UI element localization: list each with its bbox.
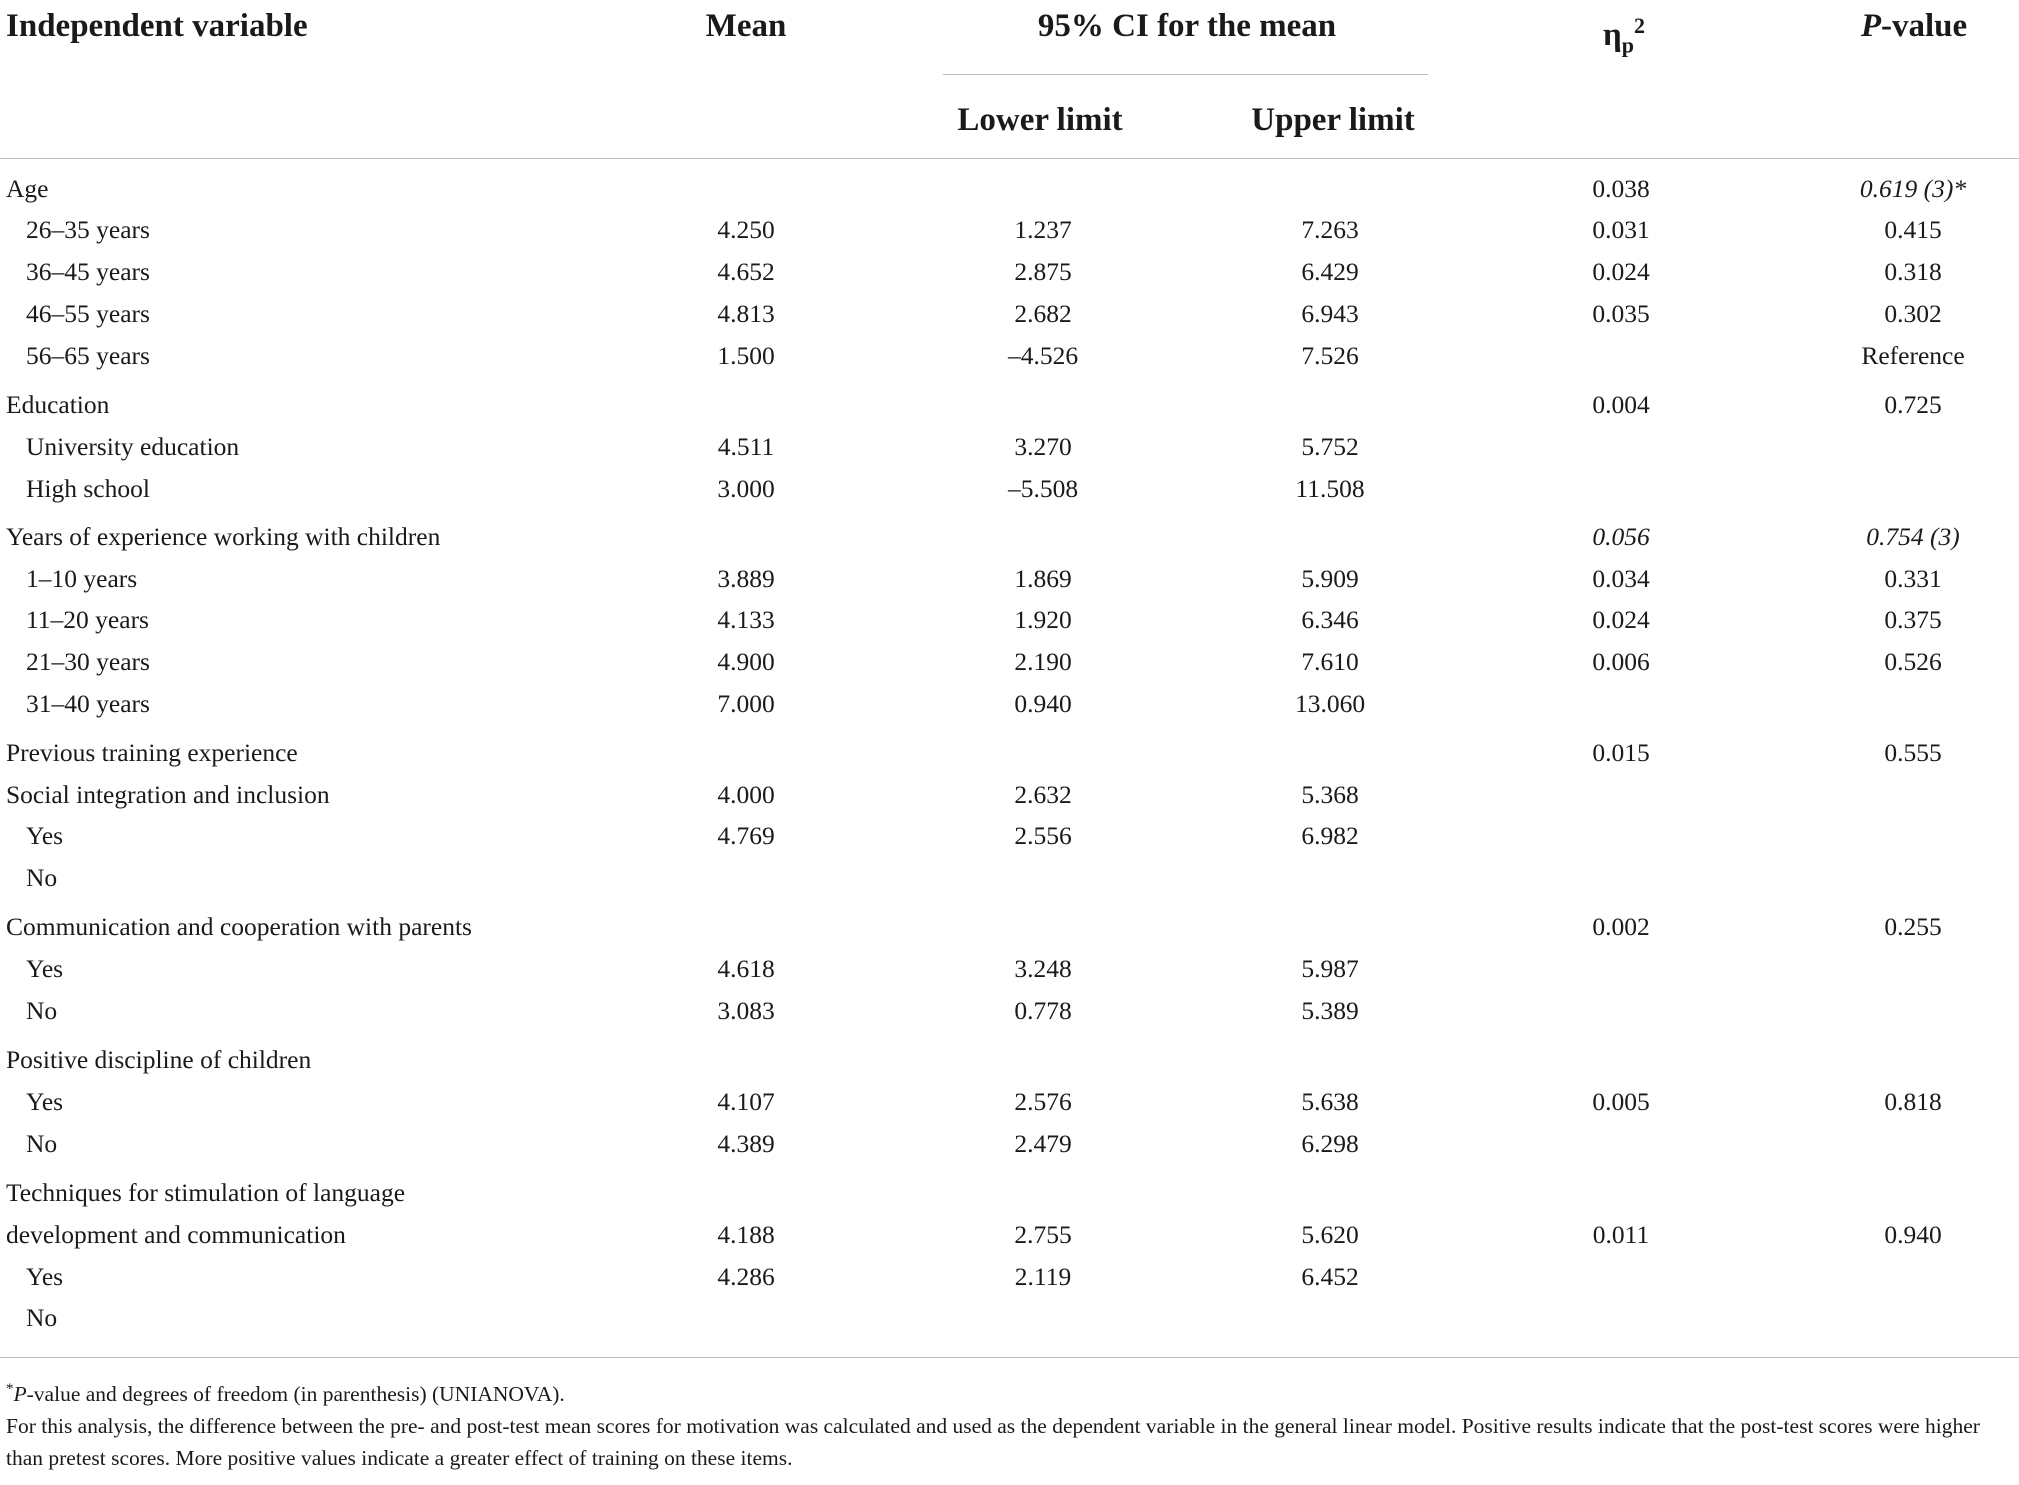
row-label: Yes	[26, 954, 64, 983]
row-label: Age	[6, 174, 49, 203]
cell-eta-squared: 0.011	[1592, 1220, 1650, 1249]
row-label: No	[26, 863, 58, 892]
cell-eta-squared: 0.034	[1592, 564, 1650, 593]
cell-p-value: Reference	[1861, 341, 1965, 370]
cell-upper-limit: 5.389	[1301, 996, 1359, 1025]
row-label: Yes	[26, 1262, 64, 1291]
cell-upper-limit: 5.909	[1301, 564, 1359, 593]
cell-p-value: 0.754 (3)	[1866, 522, 1960, 551]
cell-p-value: 0.619 (3)*	[1859, 174, 1967, 203]
cell-eta-squared: 0.035	[1592, 299, 1650, 328]
cell-mean: 3.889	[717, 564, 775, 593]
cell-mean: 3.083	[717, 996, 775, 1025]
cell-p-value: 0.255	[1884, 912, 1942, 941]
cell-mean: 4.133	[717, 605, 775, 634]
row-label: Techniques for stimulation of language	[6, 1178, 406, 1207]
cell-eta-squared: 0.024	[1592, 257, 1650, 286]
row-label: University education	[26, 432, 240, 461]
row-label: No	[26, 996, 58, 1025]
ci-header-rule	[943, 74, 1428, 75]
row-label: Yes	[26, 1087, 64, 1116]
cell-lower-limit: 0.778	[1014, 996, 1072, 1025]
row-label: 21–30 years	[26, 647, 150, 676]
header-eta-symbol: η	[1603, 17, 1622, 53]
cell-p-value: 0.415	[1884, 215, 1942, 244]
cell-p-value: 0.331	[1884, 564, 1942, 593]
cell-mean: 3.000	[717, 474, 775, 503]
cell-eta-squared: 0.015	[1592, 738, 1650, 767]
cell-p-value: 0.725	[1884, 390, 1942, 419]
row-label: 26–35 years	[26, 215, 150, 244]
table-footnotes	[6, 1373, 2011, 1474]
cell-upper-limit: 7.610	[1301, 647, 1359, 676]
cell-lower-limit: 2.682	[1014, 299, 1072, 328]
cell-mean: 4.900	[717, 647, 775, 676]
cell-mean: 4.389	[717, 1129, 775, 1158]
cell-lower-limit: –4.526	[1007, 341, 1079, 370]
cell-upper-limit: 5.638	[1301, 1087, 1359, 1116]
cell-mean: 4.000	[717, 780, 775, 809]
header-mean: Mean	[705, 8, 787, 44]
cell-eta-squared: 0.031	[1592, 215, 1650, 244]
cell-mean: 4.286	[717, 1262, 775, 1291]
cell-eta-squared: 0.005	[1592, 1087, 1650, 1116]
cell-eta-squared: 0.006	[1592, 647, 1650, 676]
row-label: Years of experience working with children	[6, 522, 441, 551]
cell-p-value: 0.818	[1884, 1087, 1942, 1116]
footnote-1-text: -value and degrees of freedom (in parenthesis) (UNIANOVA).	[26, 1382, 565, 1407]
cell-mean: 4.813	[717, 299, 775, 328]
cell-lower-limit: 2.576	[1014, 1087, 1072, 1116]
cell-lower-limit: 0.940	[1014, 689, 1072, 718]
cell-p-value: 0.940	[1884, 1220, 1942, 1249]
header-eta-superscript: 2	[1634, 13, 1645, 38]
cell-upper-limit: 13.060	[1294, 689, 1366, 718]
cell-eta-squared: 0.056	[1592, 522, 1650, 551]
row-label: Yes	[26, 821, 64, 850]
cell-upper-limit: 6.346	[1301, 605, 1359, 634]
header-lower-limit: Lower limit	[957, 102, 1123, 138]
cell-upper-limit: 7.526	[1301, 341, 1359, 370]
cell-mean: 4.250	[717, 215, 775, 244]
cell-upper-limit: 7.263	[1301, 215, 1359, 244]
cell-eta-squared: 0.038	[1592, 174, 1650, 203]
row-label: 1–10 years	[26, 564, 138, 593]
header-eta-subscript: p	[1621, 32, 1634, 58]
header-p-value	[1861, 6, 1967, 46]
cell-upper-limit: 5.368	[1301, 780, 1359, 809]
cell-upper-limit: 6.429	[1301, 257, 1359, 286]
cell-upper-limit: 5.752	[1301, 432, 1359, 461]
cell-p-value: 0.555	[1884, 738, 1942, 767]
cell-lower-limit: 2.190	[1014, 647, 1072, 676]
cell-mean: 4.618	[717, 954, 775, 983]
header-p-suffix: -value	[1881, 8, 1968, 44]
header-eta	[1603, 6, 1645, 66]
cell-mean: 4.652	[717, 257, 775, 286]
cell-p-value: 0.302	[1884, 299, 1942, 328]
row-label: 31–40 years	[26, 689, 150, 718]
footnote-1	[6, 1373, 2011, 1410]
cell-lower-limit: 2.755	[1014, 1220, 1072, 1249]
cell-p-value: 0.375	[1884, 605, 1942, 634]
row-label: Positive discipline of children	[6, 1045, 312, 1074]
cell-lower-limit: 2.632	[1014, 780, 1072, 809]
cell-lower-limit: –5.508	[1007, 474, 1079, 503]
row-label: High school	[26, 474, 150, 503]
row-label: Previous training experience	[6, 738, 298, 767]
footnote-2: For this analysis, the difference between the pre- and post-test mean scores for motivation was calculated and used as the dependent variable in the general linear model. Positive results indicate that the post-test scores were higher than pretest scores. More positive values indicate a greater effect of training on these items.	[6, 1414, 1980, 1471]
row-label: 36–45 years	[26, 257, 150, 286]
row-label: 11–20 years	[26, 605, 149, 634]
cell-eta-squared: 0.024	[1592, 605, 1650, 634]
footnote-p-letter: P	[13, 1382, 27, 1407]
cell-mean: 4.107	[717, 1087, 775, 1116]
header-independent-variable: Independent variable	[6, 8, 308, 44]
cell-lower-limit: 2.119	[1014, 1262, 1072, 1291]
cell-upper-limit: 6.943	[1301, 299, 1359, 328]
row-label: Communication and cooperation with parents	[6, 912, 472, 941]
cell-upper-limit: 6.298	[1301, 1129, 1359, 1158]
cell-mean: 4.188	[717, 1220, 775, 1249]
cell-eta-squared: 0.002	[1592, 912, 1650, 941]
cell-upper-limit: 6.982	[1301, 821, 1359, 850]
cell-mean: 4.769	[717, 821, 775, 850]
cell-lower-limit: 3.248	[1014, 954, 1072, 983]
row-label: No	[26, 1129, 58, 1158]
cell-upper-limit: 5.620	[1301, 1220, 1359, 1249]
row-label: 46–55 years	[26, 299, 150, 328]
cell-mean: 1.500	[717, 341, 775, 370]
cell-upper-limit: 11.508	[1295, 474, 1365, 503]
cell-lower-limit: 2.479	[1014, 1129, 1072, 1158]
row-label: development and communication	[6, 1220, 346, 1249]
table-bottom-rule	[0, 1357, 2019, 1358]
cell-lower-limit: 1.920	[1014, 605, 1072, 634]
row-label: Education	[6, 390, 110, 419]
row-label: 56–65 years	[26, 341, 150, 370]
cell-eta-squared: 0.004	[1592, 390, 1650, 419]
cell-lower-limit: 2.556	[1014, 821, 1072, 850]
footnote-star: *	[6, 1381, 14, 1397]
cell-lower-limit: 1.237	[1014, 215, 1072, 244]
cell-p-value: 0.318	[1884, 257, 1942, 286]
cell-lower-limit: 2.875	[1014, 257, 1072, 286]
header-bottom-rule	[0, 158, 2019, 159]
row-label: Social integration and inclusion	[6, 780, 330, 809]
cell-upper-limit: 6.452	[1301, 1262, 1359, 1291]
cell-upper-limit: 5.987	[1301, 954, 1359, 983]
header-ci: 95% CI for the mean	[1037, 8, 1337, 44]
header-upper-limit: Upper limit	[1251, 102, 1415, 138]
cell-lower-limit: 1.869	[1014, 564, 1072, 593]
header-p-letter: P	[1860, 8, 1881, 44]
cell-mean: 4.511	[717, 432, 775, 461]
cell-lower-limit: 3.270	[1014, 432, 1072, 461]
cell-p-value: 0.526	[1884, 647, 1942, 676]
cell-mean: 7.000	[717, 689, 775, 718]
row-label: No	[26, 1303, 58, 1332]
